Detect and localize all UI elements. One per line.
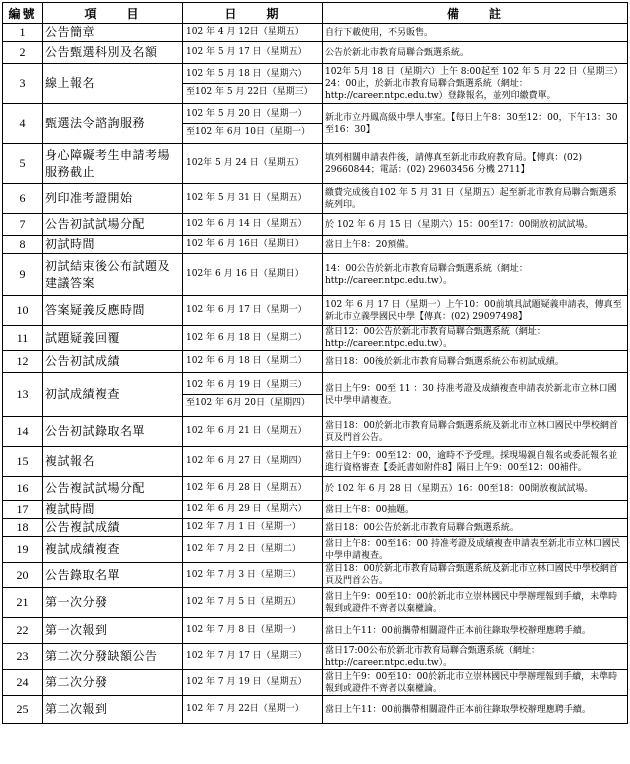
table-row bbox=[3, 447, 628, 477]
row-date bbox=[183, 42, 323, 64]
row-date-line: 102 年 4 月 12日（星期五） bbox=[186, 27, 304, 37]
table-row bbox=[3, 519, 628, 537]
row-date-line: 102 年 6 月 27 日（星期四） bbox=[186, 456, 307, 466]
table-row bbox=[3, 373, 628, 417]
row-item: 公告複試成績 bbox=[43, 519, 183, 537]
row-number: 8 bbox=[3, 236, 43, 254]
row-note: 填列相關申請表件後，請傳真至新北市政府教育局。【傳真：(02) 29660844；電話：(02) 29603456 分機 2711】 bbox=[323, 144, 628, 184]
row-date bbox=[183, 373, 323, 417]
row-date-line: 102 年 6 月 18 日（星期二） bbox=[186, 356, 307, 366]
row-note: 當日上午9：00至10：00於新北市立崇林國民中學辦理報到手續，未準時報到或證件不齊者以棄權論。 bbox=[323, 670, 628, 696]
row-note: 新北市立丹鳳高級中學人事室。【每日上午8：30至12：00，下午13：30至16：30】 bbox=[323, 104, 628, 144]
row-note: 14：00公告於新北市教育局聯合甄選系統（網址：http://career.ntpc.edu.tw）。 bbox=[323, 254, 628, 296]
row-date bbox=[183, 254, 323, 296]
row-number: 24 bbox=[3, 670, 43, 696]
row-note: 當日18：00後於新北市教育局聯合甄選系統公布初試成績。 bbox=[323, 351, 628, 373]
row-date-line: 102 年 6 月 28 日（星期五） bbox=[186, 483, 307, 493]
row-date bbox=[183, 64, 323, 104]
schedule-table bbox=[2, 2, 628, 724]
row-note: 當日18：00公告於新北市教育局聯合甄選系統。 bbox=[323, 519, 628, 537]
row-note: 102年 5月 18 日（星期六）上午 8:00起至 102 年 5 月 22 日（星期三）24：00止，於新北市教育局聯合甄選系統（網址：http://career.ntpc.edu.tw）登錄報名，並列印繳費單。 bbox=[323, 64, 628, 104]
row-date bbox=[183, 326, 323, 351]
row-number: 13 bbox=[3, 373, 43, 417]
row-date bbox=[183, 214, 323, 236]
row-note: 當日上午8：20預備。 bbox=[323, 236, 628, 254]
row-date-line: 102 年 5 月 18 日（星期六） bbox=[186, 69, 307, 79]
row-note: 當日17:00公布於新北市教育局聯合甄選系統（網址：http://career.ntpc.edu.tw）。 bbox=[323, 644, 628, 670]
row-date-line: 102年 6 月 16 日（星期日） bbox=[186, 269, 304, 279]
row-date-line: 102 年 7 月 22日（星期一） bbox=[186, 704, 304, 714]
row-date-line: 102 年 7 月 17 日（星期三） bbox=[186, 651, 307, 661]
row-date-line: 至102 年 6月 20日（星期四） bbox=[183, 394, 322, 412]
row-date-line: 102 年 6 月 16日（星期日） bbox=[186, 239, 304, 249]
row-item: 初試成績複查 bbox=[43, 373, 183, 417]
row-number: 2 bbox=[3, 42, 43, 64]
table-row bbox=[3, 144, 628, 184]
row-item: 複試時間 bbox=[43, 501, 183, 519]
row-date-line: 至102 年 5 月 22日（星期三） bbox=[183, 83, 322, 101]
table-row bbox=[3, 184, 628, 214]
table-header-row bbox=[3, 3, 628, 24]
row-item: 公告初試成績 bbox=[43, 351, 183, 373]
row-item: 身心障礙考生申請考場服務截止 bbox=[43, 144, 183, 184]
row-date-line: 102年 5 月 24 日（星期五） bbox=[186, 158, 304, 168]
row-date bbox=[183, 618, 323, 644]
row-item: 公告複試試場分配 bbox=[43, 477, 183, 501]
row-item: 列印准考證開始 bbox=[43, 184, 183, 214]
table-row bbox=[3, 104, 628, 144]
row-number: 7 bbox=[3, 214, 43, 236]
row-note: 當日上午9：00至10：00於新北市立崇林國民中學辦理報到手續，未準時報到或證件不齊者以棄權論。 bbox=[323, 588, 628, 618]
row-date bbox=[183, 24, 323, 42]
row-note: 自行下載使用，不另販售。 bbox=[323, 24, 628, 42]
row-note: 於 102 年 6 月 15 日（星期六）15：00至17：00開放初試試場。 bbox=[323, 214, 628, 236]
row-date-line: 102 年 6 月 21 日（星期五） bbox=[186, 426, 307, 436]
table-row bbox=[3, 477, 628, 501]
table-row bbox=[3, 214, 628, 236]
table-row bbox=[3, 588, 628, 618]
row-item: 第二次分發缺額公告 bbox=[43, 644, 183, 670]
row-note: 於 102 年 6 月 28 日（星期五）16：00至18：00開放複試試場。 bbox=[323, 477, 628, 501]
row-date bbox=[183, 670, 323, 696]
row-item: 公告初試錄取名單 bbox=[43, 417, 183, 447]
row-number: 15 bbox=[3, 447, 43, 477]
row-item: 第二次分發 bbox=[43, 670, 183, 696]
row-date-line: 102 年 7 月 8 日（星期一） bbox=[186, 625, 301, 635]
row-number: 9 bbox=[3, 254, 43, 296]
table-row bbox=[3, 326, 628, 351]
row-item: 線上報名 bbox=[43, 64, 183, 104]
row-note: 當日上午8：00至16：00 持准考證及成績複查申請表至新北市立林口國民中學申請複查。 bbox=[323, 537, 628, 563]
row-number: 19 bbox=[3, 537, 43, 563]
row-date bbox=[183, 477, 323, 501]
row-note: 當日18：00於新北市教育局聯合甄選系統及新北市立林口國民中學校網首頁及門首公告。 bbox=[323, 563, 628, 588]
row-number: 18 bbox=[3, 519, 43, 537]
row-note: 當日12：00公告於新北市教育局聯合甄選系統（網址：http://career.ntpc.edu.tw）。 bbox=[323, 326, 628, 351]
row-number: 21 bbox=[3, 588, 43, 618]
table-row bbox=[3, 351, 628, 373]
row-item: 答案疑義反應時間 bbox=[43, 296, 183, 326]
row-number: 16 bbox=[3, 477, 43, 501]
row-date bbox=[183, 501, 323, 519]
row-item: 第一次分發 bbox=[43, 588, 183, 618]
table-row bbox=[3, 417, 628, 447]
row-date-line: 至102 年 6月 10日（星期一） bbox=[183, 123, 322, 141]
row-item: 初試時間 bbox=[43, 236, 183, 254]
row-date-line: 102 年 5 月 17 日（星期五） bbox=[186, 47, 307, 57]
row-item: 公告簡章 bbox=[43, 24, 183, 42]
row-note: 當日上午11：00前攜帶相關證件正本前往錄取學校辦理應聘手續。 bbox=[323, 696, 628, 724]
row-date bbox=[183, 104, 323, 144]
row-date bbox=[183, 563, 323, 588]
row-date-line: 102 年 7 月 1 日（星期一） bbox=[186, 522, 301, 532]
table-row bbox=[3, 24, 628, 42]
row-number: 25 bbox=[3, 696, 43, 724]
row-note: 當日上午9：00至 11 ：30 持准考證及成績複查申請表於新北市立林口國民中學申請複查。 bbox=[323, 373, 628, 417]
row-date bbox=[183, 351, 323, 373]
row-number: 1 bbox=[3, 24, 43, 42]
row-date-line: 102 年 6 月 18 日（星期二） bbox=[186, 332, 307, 343]
row-date-line: 102 年 7 月 19 日（星期五） bbox=[186, 677, 307, 687]
row-item: 複試成績複查 bbox=[43, 537, 183, 563]
table-row bbox=[3, 64, 628, 104]
row-date bbox=[183, 184, 323, 214]
row-date bbox=[183, 644, 323, 670]
row-note: 當日18：00於新北市教育局聯合甄選系統及新北市立林口國民中學校網首頁及門首公告。 bbox=[323, 417, 628, 447]
row-date-line: 102 年 6 月 19 日（星期三） bbox=[186, 380, 307, 390]
table-row bbox=[3, 696, 628, 724]
row-note: 當日上午8：00抽題。 bbox=[323, 501, 628, 519]
table-row bbox=[3, 563, 628, 588]
row-date-line: 102 年 7 月 5 日（星期五） bbox=[186, 597, 301, 607]
row-date-line: 102 年 6 月 14 日（星期五） bbox=[186, 219, 307, 229]
row-date-line: 102 年 6 月 17 日（星期一） bbox=[186, 305, 307, 315]
row-item: 公告甄選科別及名額 bbox=[43, 42, 183, 64]
row-date bbox=[183, 588, 323, 618]
row-date bbox=[183, 417, 323, 447]
header-date: 日 期 bbox=[183, 3, 323, 24]
table-row bbox=[3, 644, 628, 670]
row-number: 12 bbox=[3, 351, 43, 373]
table-row bbox=[3, 42, 628, 64]
row-note: 當日上午9：00至12：00，逾時不予受理。採現場親自報名或委託報名並進行資格審查【委託書如附件8】隔日上午9：00至12：00補件。 bbox=[323, 447, 628, 477]
row-date bbox=[183, 519, 323, 537]
row-number: 14 bbox=[3, 417, 43, 447]
row-date bbox=[183, 447, 323, 477]
table-row bbox=[3, 501, 628, 519]
table-row bbox=[3, 618, 628, 644]
row-note: 公告於新北市教育局聯合甄選系統。 bbox=[323, 42, 628, 64]
row-note: 繳費完成後自102 年 5 月 31 日（星期五）起至新北市教育局聯合甄選系統列印。 bbox=[323, 184, 628, 214]
row-date bbox=[183, 236, 323, 254]
row-date-line: 102 年 5 月 20 日（星期一） bbox=[186, 109, 307, 119]
row-number: 17 bbox=[3, 501, 43, 519]
row-number: 3 bbox=[3, 64, 43, 104]
row-item: 第一次報到 bbox=[43, 618, 183, 644]
row-date-line: 102 年 7 月 3 日（星期三） bbox=[186, 569, 301, 580]
row-number: 23 bbox=[3, 644, 43, 670]
table-row bbox=[3, 254, 628, 296]
row-number: 5 bbox=[3, 144, 43, 184]
row-number: 11 bbox=[3, 326, 43, 351]
row-note: 當日上午11：00前攜帶相關證件正本前往錄取學校辦理應聘手續。 bbox=[323, 618, 628, 644]
row-item: 第二次報到 bbox=[43, 696, 183, 724]
table-row bbox=[3, 296, 628, 326]
header-num: 編號 bbox=[3, 3, 43, 24]
row-item: 複試報名 bbox=[43, 447, 183, 477]
row-item: 甄選法令諮詢服務 bbox=[43, 104, 183, 144]
row-number: 20 bbox=[3, 563, 43, 588]
header-item: 項 目 bbox=[43, 3, 183, 24]
row-date-line: 102 年 6 月 29 日（星期六） bbox=[186, 504, 307, 514]
row-item: 公告錄取名單 bbox=[43, 563, 183, 588]
row-date bbox=[183, 696, 323, 724]
row-item: 初試結束後公布試題及建議答案 bbox=[43, 254, 183, 296]
row-note: 102 年 6 月 17 日（星期一）上午10：00前填具試題疑義申請表，傳真至新北市立義學國民中學【傳真：(02) 29097498】 bbox=[323, 296, 628, 326]
row-number: 10 bbox=[3, 296, 43, 326]
row-date bbox=[183, 296, 323, 326]
table-row bbox=[3, 670, 628, 696]
row-date bbox=[183, 144, 323, 184]
header-note: 備 註 bbox=[323, 3, 628, 24]
row-item: 試題疑義回覆 bbox=[43, 326, 183, 351]
row-date bbox=[183, 537, 323, 563]
row-date-line: 102 年 7 月 2 日（星期二） bbox=[186, 544, 301, 554]
row-date-line: 102 年 5 月 31 日（星期五） bbox=[186, 193, 307, 203]
row-number: 6 bbox=[3, 184, 43, 214]
row-item: 公告初試試場分配 bbox=[43, 214, 183, 236]
row-number: 22 bbox=[3, 618, 43, 644]
row-number: 4 bbox=[3, 104, 43, 144]
table-row bbox=[3, 236, 628, 254]
table-row bbox=[3, 537, 628, 563]
